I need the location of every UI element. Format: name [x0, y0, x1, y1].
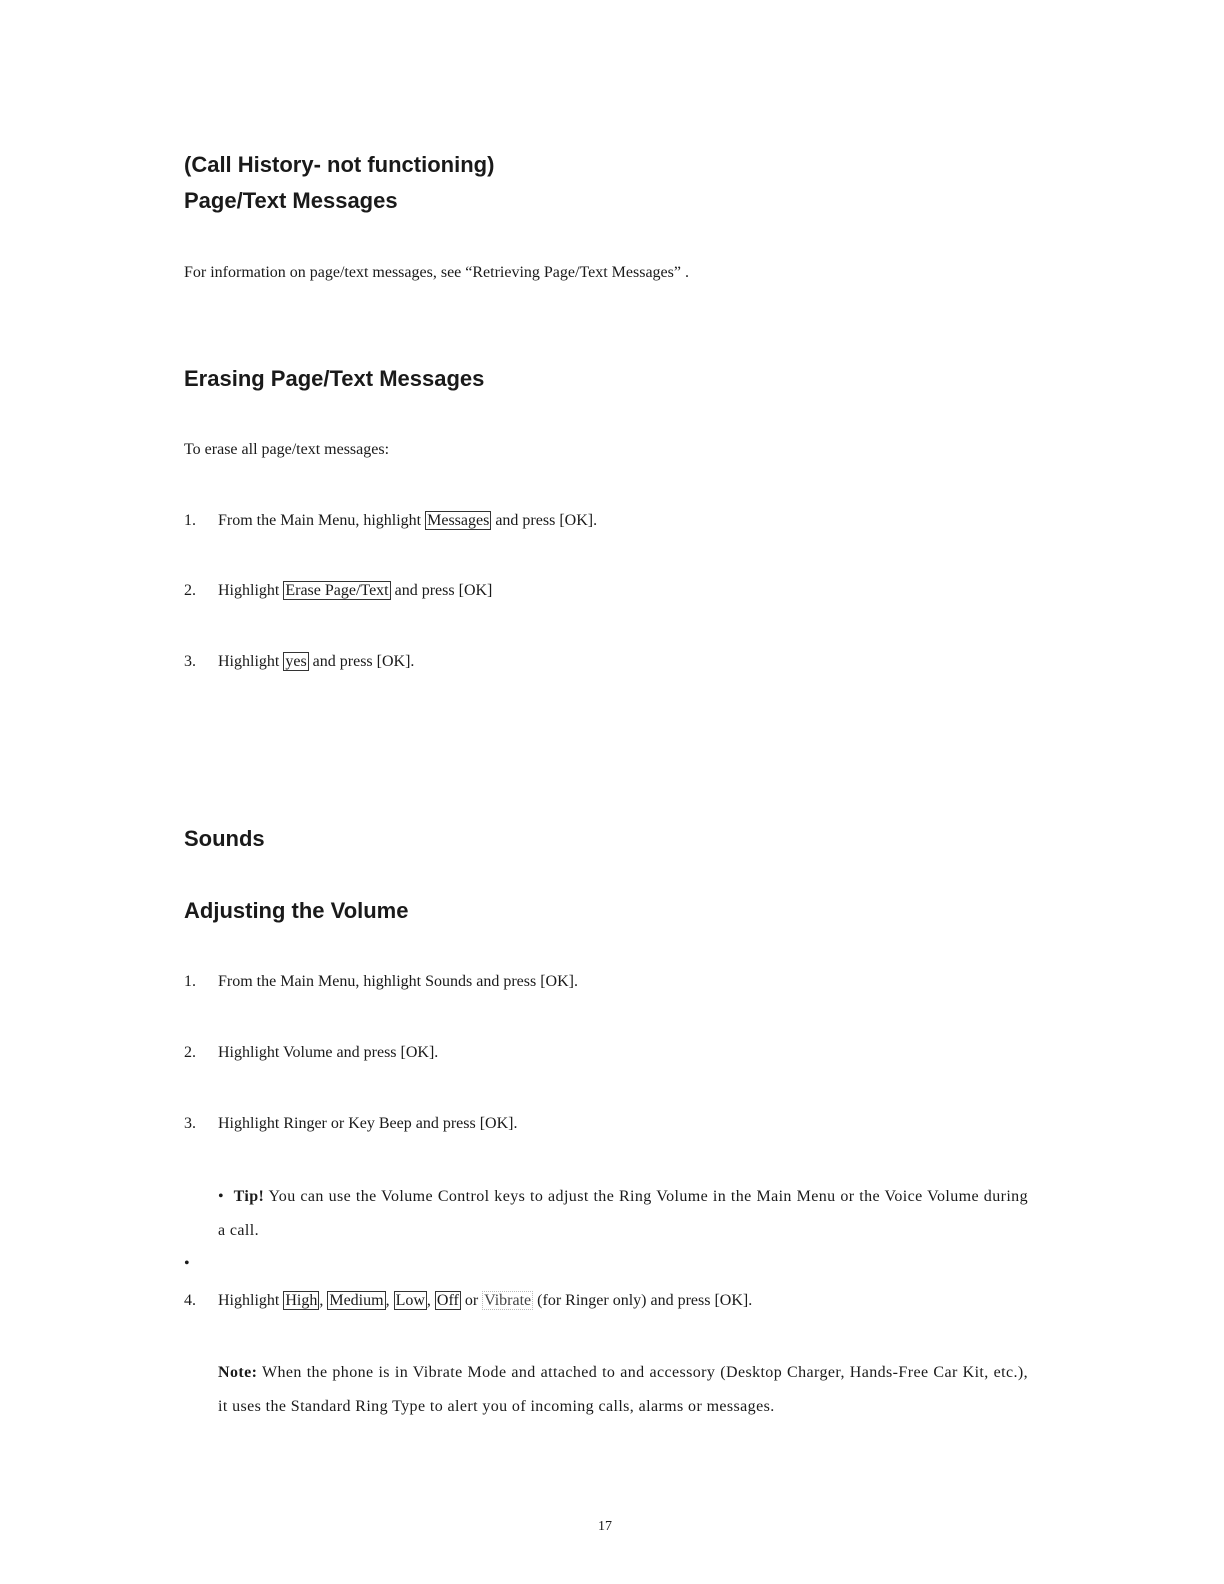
- volume-step-number: 4.: [184, 1292, 196, 1309]
- erasing-heading: Erasing Page/Text Messages: [184, 366, 485, 391]
- step-text: ,: [319, 1292, 328, 1309]
- page-number: 17: [598, 1519, 612, 1534]
- erasing-intro: To erase all page/text messages:: [184, 441, 390, 458]
- step-text: Highlight: [218, 653, 284, 670]
- step-text: ,: [426, 1292, 435, 1309]
- erasing-step-number: 3.: [184, 653, 196, 670]
- page-text-heading: Page/Text Messages: [184, 188, 398, 213]
- step-text: Highlight: [218, 1292, 284, 1309]
- step-text: (for Ringer only) and press [OK].: [533, 1292, 753, 1309]
- note-paragraph: [218, 1356, 1028, 1424]
- option-vibrate: Vibrate: [484, 1292, 532, 1309]
- erasing-step-1: [218, 512, 597, 530]
- volume-step-1: From the Main Menu, highlight Sounds and press [OK].: [218, 973, 578, 990]
- note-label: Note:: [218, 1364, 258, 1381]
- option-off: Off: [436, 1292, 459, 1309]
- step-text: and press [OK].: [308, 653, 415, 670]
- sounds-heading: Sounds: [184, 826, 265, 851]
- step-text: or: [460, 1292, 483, 1309]
- tip-text: You can use the Volume Control keys to adjust the Ring Volume in the Main Menu or the Voice Volume during a call.: [218, 1188, 1028, 1239]
- volume-step-3: Highlight Ringer or Key Beep and press [OK].: [218, 1115, 518, 1132]
- volume-step-4: [218, 1292, 752, 1310]
- erasing-step-3: [218, 653, 414, 671]
- step-text: Highlight: [218, 582, 284, 599]
- option-high: High: [285, 1292, 318, 1309]
- step-text: ,: [385, 1292, 394, 1309]
- volume-step-number: 2.: [184, 1044, 196, 1061]
- note-text: When the phone is in Vibrate Mode and attached to and accessory (Desktop Charger, Hands-Free Car Kit, etc.), it uses the Standard Ring Type to alert you of incoming calls, alarms or messages.: [218, 1364, 1028, 1415]
- volume-step-number: 3.: [184, 1115, 196, 1132]
- erasing-step-number: 2.: [184, 582, 196, 599]
- call-history-heading: (Call History- not functioning): [184, 152, 495, 177]
- menu-item-yes: yes: [285, 653, 307, 670]
- bullet-icon: •: [218, 1188, 225, 1205]
- adjusting-volume-heading: Adjusting the Volume: [184, 898, 409, 923]
- menu-item-messages: Messages: [427, 512, 490, 529]
- page-text-info: For information on page/text messages, see “Retrieving Page/Text Messages” .: [184, 264, 689, 281]
- step-text: and press [OK]: [390, 582, 493, 599]
- option-low: Low: [395, 1292, 425, 1309]
- erasing-step-2: [218, 582, 492, 600]
- option-medium: Medium: [329, 1292, 384, 1309]
- menu-item-erase-page-text: Erase Page/Text: [285, 582, 389, 599]
- volume-step-2: Highlight Volume and press [OK].: [218, 1044, 439, 1061]
- tip-paragraph: [218, 1180, 1028, 1248]
- step-text: and press [OK].: [491, 512, 598, 529]
- erasing-step-number: 1.: [184, 512, 196, 529]
- tip-label: Tip!: [233, 1188, 265, 1205]
- step-text: From the Main Menu, highlight: [218, 512, 426, 529]
- bullet-icon: •: [184, 1255, 190, 1272]
- volume-step-number: 1.: [184, 973, 196, 990]
